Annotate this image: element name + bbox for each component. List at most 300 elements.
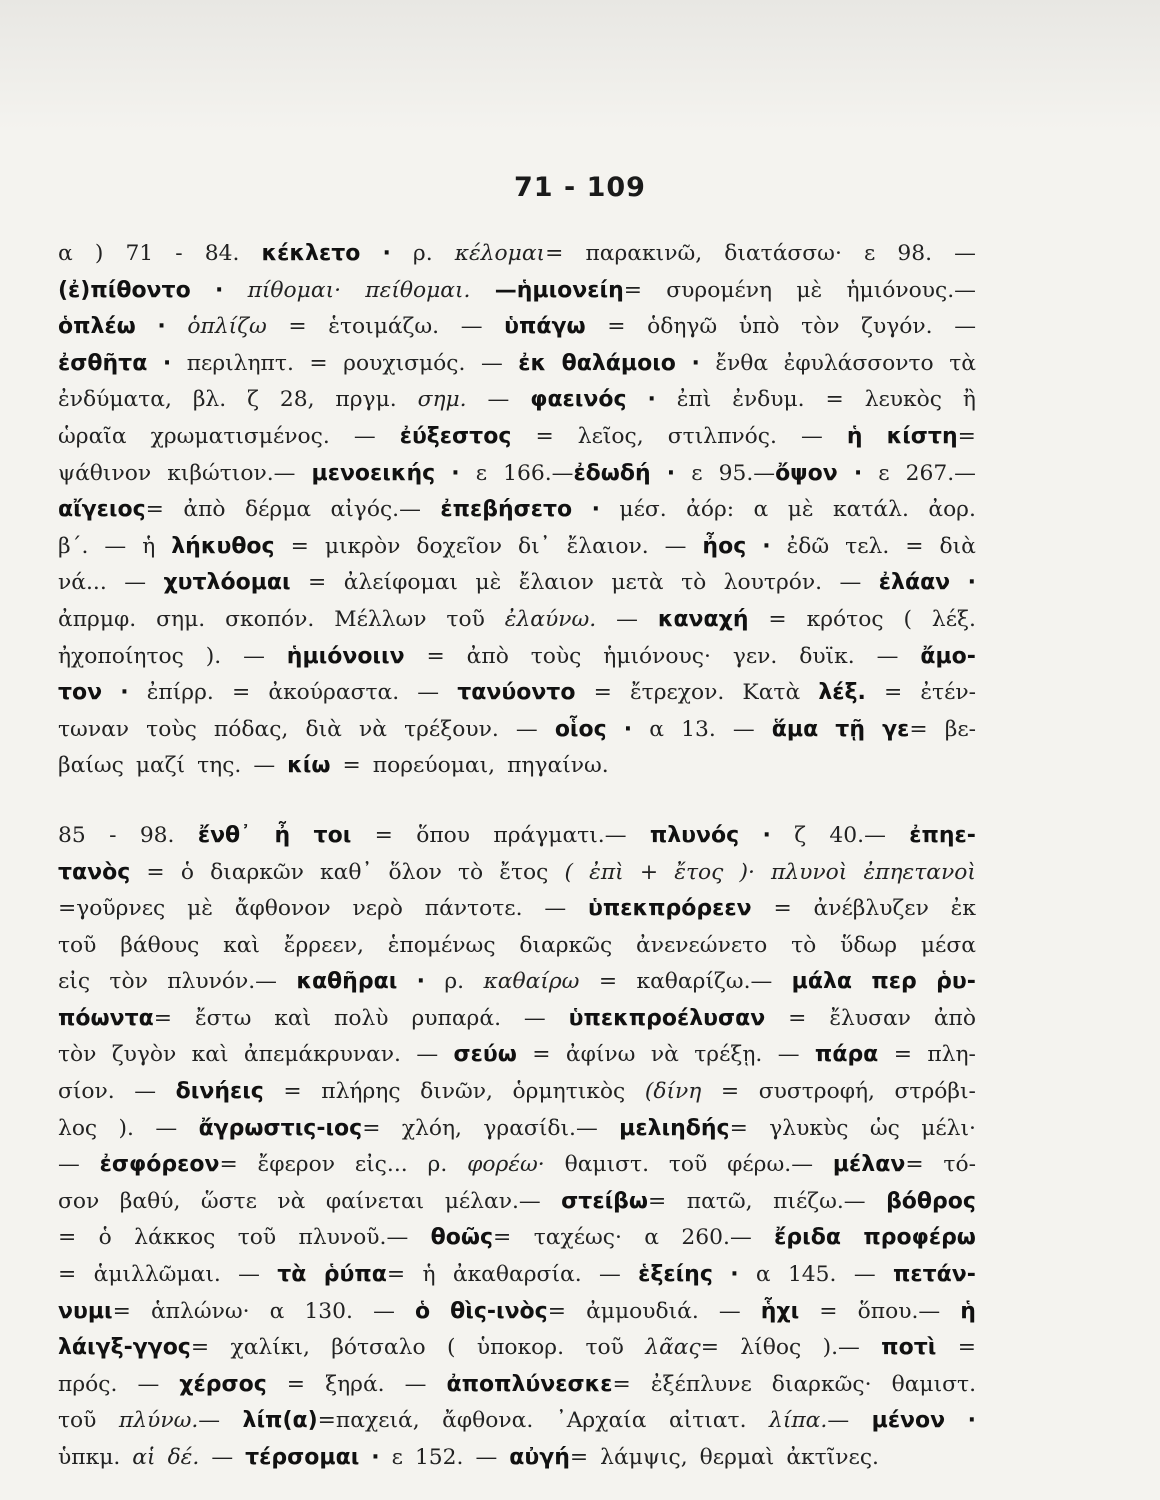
word <box>513 1074 626 1111</box>
word <box>719 1294 741 1331</box>
word <box>845 529 889 566</box>
text-line <box>58 712 976 749</box>
word <box>206 639 221 676</box>
word <box>562 346 676 383</box>
gloss-text: ἀπὸ <box>183 497 226 523</box>
word <box>258 1147 335 1184</box>
word <box>624 712 632 749</box>
word <box>175 236 182 273</box>
gloss-text: τὰ <box>949 350 976 376</box>
gloss-text: λέξ. <box>931 606 976 632</box>
word <box>140 818 175 855</box>
gloss-text: τωναν <box>58 716 130 742</box>
gloss-text: — <box>480 350 503 376</box>
word <box>815 1037 878 1074</box>
word <box>344 565 458 602</box>
headword: τοι <box>313 822 352 848</box>
word <box>666 273 772 310</box>
word <box>176 1074 264 1111</box>
word <box>788 1257 837 1294</box>
gloss-text: — <box>839 570 862 596</box>
gloss-text: τοὺς <box>530 643 582 669</box>
word <box>677 382 712 419</box>
gloss-text: καὶ <box>274 1005 312 1031</box>
word <box>920 639 976 676</box>
word <box>58 602 136 639</box>
word <box>211 1440 233 1477</box>
word <box>721 1074 739 1111</box>
word <box>304 1294 353 1331</box>
gloss-text: ἐφυλάσσοντο <box>783 350 934 376</box>
word <box>920 675 976 712</box>
gloss-text: χαλίκι, <box>230 1335 310 1361</box>
word <box>488 382 510 419</box>
headword: · <box>967 570 976 596</box>
gloss-text: πορεύομαι, <box>372 753 496 779</box>
text-line <box>58 419 976 456</box>
word <box>906 456 976 493</box>
gloss-text: περιληπτ. <box>186 350 294 376</box>
gloss-text: - <box>109 822 117 848</box>
gloss-text: α <box>755 1262 771 1288</box>
gloss-text: τὸν <box>801 314 840 340</box>
word <box>854 1257 876 1294</box>
text-line <box>58 639 976 676</box>
gloss-text: πόδας, <box>213 716 289 742</box>
word <box>199 1111 381 1148</box>
word <box>417 964 425 1001</box>
word <box>187 309 266 346</box>
headword: πετάν- <box>892 1262 976 1288</box>
headword: ἐλάαν <box>878 570 951 596</box>
gloss-text: ε <box>691 460 703 486</box>
gloss-text: δοχεῖον <box>416 533 503 559</box>
word <box>58 1294 131 1331</box>
gloss-text: ξηρά. <box>325 1371 385 1397</box>
word <box>355 1147 408 1184</box>
word <box>645 1330 719 1367</box>
word <box>343 748 361 785</box>
word <box>389 855 442 892</box>
word <box>312 456 436 493</box>
word <box>636 964 772 1001</box>
word <box>183 492 225 529</box>
gloss-text: ψάθινον <box>58 460 152 486</box>
gloss-text: = <box>146 859 165 885</box>
word <box>730 1257 738 1294</box>
italic-text: φορέω· <box>467 1152 545 1178</box>
gloss-text: πηγαίνω. <box>507 753 609 779</box>
italic-text: πλύνω. <box>118 1408 199 1434</box>
word <box>818 675 866 712</box>
word <box>865 382 942 419</box>
word <box>565 855 574 892</box>
scan-margin <box>0 0 1160 130</box>
gloss-text: — <box>373 1298 395 1324</box>
gloss-text: — <box>718 1298 741 1324</box>
word <box>157 309 165 346</box>
headword: λέξ. <box>818 680 866 706</box>
gloss-text: μαζί <box>135 753 186 779</box>
word <box>840 565 862 602</box>
word <box>960 1294 976 1331</box>
gloss-text: τὸν <box>109 969 148 995</box>
gloss-text: πάντοτε. <box>424 896 523 922</box>
gloss-text: λουτρόν. <box>723 570 823 596</box>
word <box>769 1111 848 1148</box>
word <box>134 1074 156 1111</box>
gloss-text: ἐξέπλυνε <box>650 1371 752 1397</box>
word <box>733 639 778 676</box>
gloss-text: ε <box>475 460 488 486</box>
gloss-text: — <box>876 643 899 669</box>
gloss-text: ὥστε <box>200 1188 257 1214</box>
gloss-text: ρ. <box>412 241 433 266</box>
word <box>305 712 341 749</box>
gloss-text: = <box>190 1335 210 1361</box>
gloss-text: α <box>269 1298 285 1324</box>
italic-text: ἔτος <box>674 859 724 885</box>
gloss-text: ἁμιλλῶμαι. <box>93 1262 221 1288</box>
headword: · <box>691 350 700 376</box>
gloss-text: — <box>211 1445 234 1470</box>
word <box>343 346 465 383</box>
word <box>823 1330 860 1367</box>
headword: αὐγή <box>509 1445 570 1470</box>
italic-text: ἐλαύνω. <box>504 606 597 632</box>
word <box>786 1440 879 1477</box>
word <box>197 748 241 785</box>
headword: ὁπλέω <box>58 314 136 340</box>
word <box>566 1037 636 1074</box>
word <box>715 346 768 383</box>
gloss-text: = <box>909 716 928 742</box>
gloss-text: — <box>238 1262 260 1288</box>
gloss-text: διὰ <box>305 716 342 742</box>
word <box>413 236 433 273</box>
headword: ἡ <box>960 1298 976 1324</box>
text-line <box>58 529 976 566</box>
gloss-text: = <box>612 1371 631 1397</box>
italic-text: (δίνη <box>644 1079 702 1105</box>
word <box>58 855 130 892</box>
headword: ἅμα <box>771 716 819 742</box>
gloss-text: ε <box>878 460 890 486</box>
gloss-text: καὶ <box>223 932 260 958</box>
gloss-text: = <box>386 1262 406 1288</box>
word <box>58 818 86 855</box>
word <box>231 1330 310 1367</box>
gloss-text: = <box>219 1152 238 1178</box>
word <box>120 1184 181 1221</box>
headword: θὶς-ινὸς <box>450 1298 548 1324</box>
gloss-text: 166.— <box>503 460 574 486</box>
word <box>334 1001 389 1038</box>
gloss-text: ἐκ <box>950 896 976 922</box>
word <box>819 1294 837 1331</box>
gloss-text: — <box>134 1079 157 1105</box>
gloss-text: ζυγόν. <box>861 314 933 340</box>
headword: σεύω <box>453 1042 517 1068</box>
word <box>476 456 487 493</box>
gloss-text: = <box>145 497 164 523</box>
gloss-text: ἔστω <box>194 1005 252 1031</box>
word <box>442 1403 533 1440</box>
word <box>700 1440 775 1477</box>
gloss-text: ἄφθονον <box>234 896 331 922</box>
word <box>905 529 923 566</box>
gloss-text: ἔλαιον <box>518 570 594 596</box>
gloss-text: = <box>286 1371 306 1397</box>
headword: ὁ <box>414 1298 431 1324</box>
word <box>425 891 523 928</box>
gloss-text: ἀλείφομαι <box>343 570 458 596</box>
gloss-text: = <box>905 1152 924 1178</box>
word <box>95 236 104 273</box>
word <box>120 928 199 965</box>
gloss-text: πατῶ, <box>686 1188 753 1214</box>
paragraph <box>58 236 976 785</box>
text-line <box>58 928 976 965</box>
word <box>881 1330 936 1367</box>
word <box>112 1037 176 1074</box>
gloss-text: — <box>137 1371 160 1397</box>
text-line <box>58 1147 976 1184</box>
word <box>771 855 847 892</box>
word <box>195 1001 251 1038</box>
word <box>740 1330 801 1367</box>
word <box>146 712 197 749</box>
gloss-text: — <box>58 1152 80 1178</box>
word <box>647 382 655 419</box>
text-line <box>58 1330 976 1367</box>
word <box>475 565 501 602</box>
text-line <box>58 602 976 639</box>
gloss-text: θερμαὶ <box>699 1445 775 1470</box>
word <box>724 565 822 602</box>
gloss-text: = <box>493 1225 512 1251</box>
word <box>934 1001 976 1038</box>
gloss-text: ἑτοιμάζω. <box>328 314 440 340</box>
word <box>411 1001 501 1038</box>
gloss-text: πλυνοῦ.— <box>298 1225 409 1251</box>
word <box>58 1074 115 1111</box>
headword: μέλαν <box>832 1152 906 1178</box>
gloss-text: πράγματι.— <box>493 822 627 848</box>
word <box>58 1184 99 1221</box>
word <box>861 309 932 346</box>
word <box>404 712 499 749</box>
word <box>594 675 612 712</box>
gloss-text: 145. <box>787 1262 837 1288</box>
word <box>426 639 444 676</box>
headword: γε <box>882 716 910 742</box>
word <box>483 964 579 1001</box>
word <box>829 1001 911 1038</box>
word <box>921 928 976 965</box>
word <box>192 1037 229 1074</box>
word <box>872 1403 946 1440</box>
word <box>134 1220 215 1257</box>
word <box>665 529 687 566</box>
italic-text: λίπα. <box>769 1408 828 1434</box>
word <box>244 1037 401 1074</box>
word <box>314 818 352 855</box>
word <box>324 1257 405 1294</box>
word <box>440 492 572 529</box>
word <box>371 1440 379 1477</box>
word <box>784 346 934 383</box>
gloss-text: της. <box>197 753 242 779</box>
headword: · <box>762 533 771 559</box>
word <box>420 1074 493 1111</box>
word <box>877 639 899 676</box>
gloss-text: 85 <box>58 822 86 848</box>
word <box>431 1220 512 1257</box>
word <box>58 456 151 493</box>
word <box>762 529 770 566</box>
word <box>840 928 897 965</box>
gloss-text: ἀόρ: <box>686 497 735 523</box>
gloss-text: = <box>598 969 618 995</box>
word <box>694 1037 762 1074</box>
word <box>205 236 240 273</box>
word <box>405 1367 427 1404</box>
gloss-text: ἔτρεχον. <box>629 680 725 706</box>
word <box>954 309 976 346</box>
headword: μάλα <box>791 969 853 995</box>
word <box>585 236 702 273</box>
gloss-text: μέλαν.— <box>444 1188 541 1214</box>
gloss-text: νὰ <box>277 1188 306 1214</box>
headword: μελιηδής <box>619 1115 730 1141</box>
text-line <box>58 1184 976 1221</box>
headword: τον <box>58 680 103 706</box>
word <box>667 456 675 493</box>
word <box>727 1147 813 1184</box>
word <box>649 712 664 749</box>
word <box>773 1184 865 1221</box>
gloss-text: δινῶν, <box>420 1079 493 1105</box>
italic-text: δέ. <box>167 1445 200 1470</box>
gloss-text: καθαρίζω.— <box>636 969 773 995</box>
headword: ἐύξεστος <box>399 423 512 449</box>
word <box>702 529 746 566</box>
word <box>444 964 464 1001</box>
word <box>927 1037 976 1074</box>
word <box>455 236 564 273</box>
word <box>887 419 976 456</box>
gloss-text: = <box>729 1115 748 1141</box>
word <box>945 712 976 749</box>
word <box>814 891 929 928</box>
gloss-text: ( <box>903 606 912 632</box>
headword: νυμι <box>58 1298 113 1324</box>
gloss-text: ὑπὸ <box>738 314 780 340</box>
word <box>287 639 405 676</box>
word <box>561 1184 666 1221</box>
word <box>58 675 102 712</box>
word <box>163 565 290 602</box>
word <box>794 818 806 855</box>
word <box>759 1074 875 1111</box>
gloss-text: μὲ <box>787 497 814 523</box>
gloss-text: ἀκτῖνες. <box>786 1445 879 1470</box>
word <box>799 639 854 676</box>
gloss-text: νερὸ <box>352 896 403 922</box>
word <box>58 1440 120 1477</box>
word <box>418 382 467 419</box>
headword: καθῆραι <box>296 969 398 995</box>
gloss-text: = <box>788 1005 807 1031</box>
headword: · <box>730 1262 739 1288</box>
word <box>895 1074 976 1111</box>
word <box>691 456 702 493</box>
gloss-text: τρέξουν. <box>404 716 499 742</box>
gloss-text: = <box>374 822 393 848</box>
word <box>214 712 288 749</box>
gloss-text: = <box>720 1079 740 1105</box>
headword: λίπ(α) <box>242 1408 318 1434</box>
gloss-text: — <box>417 680 440 706</box>
word <box>58 1111 97 1148</box>
word <box>270 1294 285 1331</box>
word <box>58 346 147 383</box>
page-heading: 71 - 109 <box>514 172 646 203</box>
gloss-text: τρέξῃ. <box>694 1042 763 1068</box>
gloss-text: γεν. <box>732 643 778 669</box>
gloss-text: ὑποκορ. <box>476 1335 565 1361</box>
gloss-text: ἁπλώνω· <box>150 1298 250 1324</box>
word <box>499 855 548 892</box>
gloss-text: τοῦ <box>585 1335 624 1361</box>
word <box>352 891 402 928</box>
text-line <box>58 1440 976 1477</box>
gloss-text: πρός. <box>58 1371 118 1397</box>
gloss-text: ἡμιόνους· <box>603 643 711 669</box>
headword: · <box>371 1445 380 1470</box>
word <box>531 639 582 676</box>
gloss-text: μὲ <box>475 570 502 596</box>
word <box>325 1367 385 1404</box>
gloss-text: = <box>308 570 327 596</box>
word <box>402 1111 462 1148</box>
gloss-text: ἔλυσαν <box>829 1005 911 1031</box>
word <box>519 565 594 602</box>
word <box>638 1257 713 1294</box>
word <box>187 891 213 928</box>
text-line <box>58 236 976 273</box>
gloss-text: ἀνενεώνετο <box>635 932 768 958</box>
gloss-text: = <box>547 1298 566 1324</box>
word <box>58 1001 172 1038</box>
text-line <box>58 964 976 1001</box>
gloss-text: ὡς <box>869 1115 900 1141</box>
word <box>505 602 596 639</box>
gloss-text: ὅπου <box>416 822 471 848</box>
word <box>791 928 816 965</box>
word <box>644 1220 659 1257</box>
word <box>58 273 191 310</box>
word <box>373 748 495 785</box>
word <box>943 1147 976 1184</box>
text-line <box>58 1220 976 1257</box>
word <box>198 818 251 855</box>
gloss-text: διαρκῶς· <box>771 1371 872 1397</box>
gloss-text: ἠχοποίητος <box>58 643 184 669</box>
word <box>296 964 397 1001</box>
gloss-text: — <box>523 1005 546 1031</box>
